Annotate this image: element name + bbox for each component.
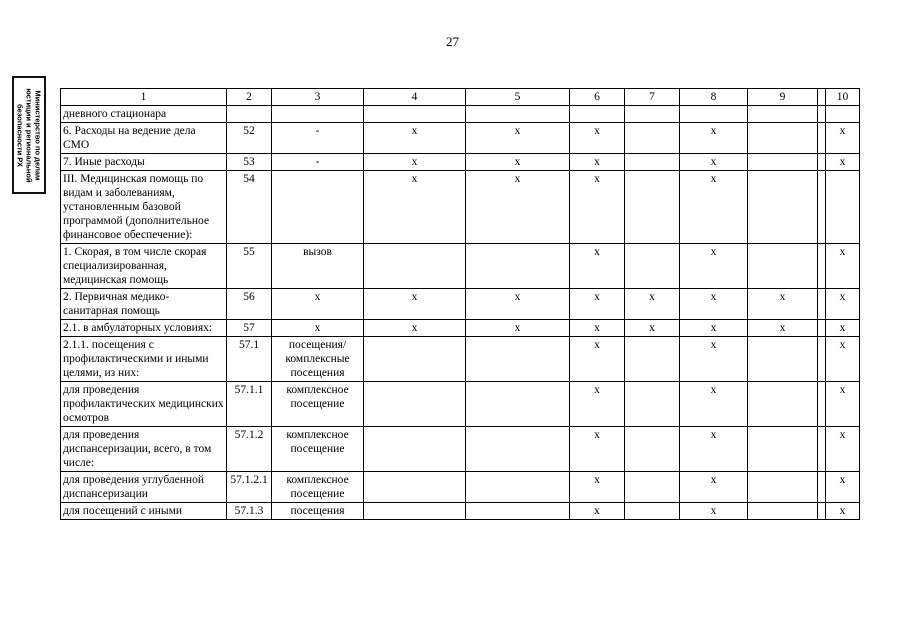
column-header: 9 [748,89,818,106]
col4-cell [364,337,466,382]
row-code-cell: 52 [227,123,272,154]
table-row [61,171,860,244]
column-header: 5 [466,89,570,106]
row-unit-cell: комплексное посещение [272,427,364,472]
col5-cell [466,244,570,289]
col9-cell: x [748,320,818,337]
col5-cell [466,382,570,427]
col9-cell [748,382,818,427]
stamp-line: юстиции и региональной [24,87,34,183]
row-unit-cell: x [272,289,364,320]
row-name-cell: 7. Иные расходы [61,154,227,171]
column-gap [818,337,826,382]
column-gap [818,289,826,320]
stamp-line: безопасности РХ [15,103,25,167]
column-header: 1 [61,89,227,106]
table-row [61,106,860,123]
col8-cell: x [680,154,748,171]
row-unit-cell: комплексное посещение [272,472,364,503]
row-code-cell: 57 [227,320,272,337]
row-name-cell: для посещений с иными [61,503,227,520]
col5-cell: x [466,171,570,244]
col8-cell [680,106,748,123]
table-row [61,382,860,427]
column-gap [818,382,826,427]
table-row [61,289,860,320]
row-unit-cell [272,106,364,123]
col7-cell [625,472,680,503]
table-header-row [61,89,860,106]
col6-cell: x [570,289,625,320]
row-code-cell [227,106,272,123]
col10-cell: x [826,472,860,503]
row-code-cell: 54 [227,171,272,244]
col7-cell [625,427,680,472]
row-name-cell: для проведения углубленной диспансеризации [61,472,227,503]
row-code-cell: 56 [227,289,272,320]
table-row [61,503,860,520]
row-code-cell: 57.1.1 [227,382,272,427]
row-name-cell: для проведения диспансеризации, всего, в том числе: [61,427,227,472]
col9-cell [748,171,818,244]
col5-cell: x [466,123,570,154]
col6-cell: x [570,123,625,154]
col4-cell: x [364,289,466,320]
col10-cell: x [826,244,860,289]
column-gap [818,427,826,472]
col9-cell [748,244,818,289]
col5-cell [466,503,570,520]
col5-cell [466,106,570,123]
col8-cell: x [680,244,748,289]
column-gap [818,154,826,171]
col9-cell: x [748,289,818,320]
column-gap [818,89,826,106]
column-header: 4 [364,89,466,106]
col8-cell: x [680,382,748,427]
col10-cell: x [826,154,860,171]
col7-cell [625,337,680,382]
col4-cell: x [364,320,466,337]
column-header: 10 [826,89,860,106]
col4-cell: x [364,171,466,244]
col6-cell [570,106,625,123]
col8-cell: x [680,337,748,382]
registration-stamp [12,76,46,194]
column-gap [818,244,826,289]
table-row [61,427,860,472]
table-row [61,337,860,382]
row-name-cell: дневного стационара [61,106,227,123]
col7-cell [625,244,680,289]
col7-cell [625,171,680,244]
row-name-cell: 2.1.1. посещения с профилактическими и иными целями, из них: [61,337,227,382]
col4-cell [364,106,466,123]
col5-cell [466,427,570,472]
col8-cell: x [680,472,748,503]
column-gap [818,503,826,520]
row-unit-cell: - [272,154,364,171]
col9-cell [748,106,818,123]
col7-cell: x [625,320,680,337]
col7-cell: x [625,289,680,320]
stamp-text [16,88,43,182]
col4-cell: x [364,123,466,154]
col6-cell: x [570,171,625,244]
row-unit-cell: x [272,320,364,337]
row-name-cell: 2.1. в амбулаторных условиях: [61,320,227,337]
col7-cell [625,154,680,171]
col6-cell: x [570,472,625,503]
col4-cell [364,382,466,427]
col7-cell [625,382,680,427]
row-unit-cell [272,171,364,244]
col5-cell: x [466,320,570,337]
col10-cell: x [826,289,860,320]
column-header: 7 [625,89,680,106]
stamp-line: Министерство по делам [33,89,43,181]
col8-cell: x [680,123,748,154]
col10-cell: x [826,382,860,427]
row-code-cell: 57.1.2.1 [227,472,272,503]
col6-cell: x [570,503,625,520]
row-code-cell: 57.1.2 [227,427,272,472]
col9-cell [748,123,818,154]
col4-cell [364,503,466,520]
row-code-cell: 55 [227,244,272,289]
col4-cell: x [364,154,466,171]
col10-cell: x [826,427,860,472]
col9-cell [748,503,818,520]
col10-cell [826,171,860,244]
column-gap [818,123,826,154]
page-number: 27 [446,34,459,49]
row-unit-cell: комплексное посещение [272,382,364,427]
col5-cell: x [466,154,570,171]
col8-cell: x [680,289,748,320]
row-code-cell: 57.1 [227,337,272,382]
row-name-cell: 6. Расходы на ведение дела СМО [61,123,227,154]
table-row [61,244,860,289]
col10-cell: x [826,320,860,337]
row-unit-cell: - [272,123,364,154]
col8-cell: x [680,171,748,244]
col4-cell [364,472,466,503]
col6-cell: x [570,320,625,337]
col6-cell: x [570,427,625,472]
table-row [61,472,860,503]
row-code-cell: 53 [227,154,272,171]
table-row [61,154,860,171]
row-name-cell: 1. Скорая, в том числе скорая специализированная, медицинская помощь [61,244,227,289]
row-name-cell: 2. Первичная медико-санитарная помощь [61,289,227,320]
row-name-cell: III. Медицинская помощь по видам и заболеваниям, установленным базовой программой (дополнительное финансовое обеспечение): [61,171,227,244]
col4-cell [364,427,466,472]
col6-cell: x [570,154,625,171]
col6-cell: x [570,337,625,382]
column-gap [818,320,826,337]
col9-cell [748,472,818,503]
table-body [61,106,860,520]
col5-cell: x [466,289,570,320]
col8-cell: x [680,320,748,337]
col10-cell: x [826,503,860,520]
col7-cell [625,106,680,123]
data-table [60,88,860,520]
row-unit-cell: вызов [272,244,364,289]
table-row [61,320,860,337]
row-unit-cell: посещения [272,503,364,520]
col8-cell: x [680,427,748,472]
col8-cell: x [680,503,748,520]
column-header: 6 [570,89,625,106]
col9-cell [748,154,818,171]
column-gap [818,171,826,244]
col10-cell [826,106,860,123]
column-header: 8 [680,89,748,106]
table-row [61,123,860,154]
col5-cell [466,337,570,382]
col6-cell: x [570,382,625,427]
col9-cell [748,427,818,472]
col10-cell: x [826,337,860,382]
column-header: 3 [272,89,364,106]
column-gap [818,106,826,123]
col9-cell [748,337,818,382]
column-gap [818,472,826,503]
col4-cell [364,244,466,289]
col5-cell [466,472,570,503]
row-code-cell: 57.1.3 [227,503,272,520]
row-unit-cell: посещения/ комплексные посещения [272,337,364,382]
col7-cell [625,123,680,154]
column-header: 2 [227,89,272,106]
col10-cell: x [826,123,860,154]
row-name-cell: для проведения профилактических медицинских осмотров [61,382,227,427]
col6-cell: x [570,244,625,289]
col7-cell [625,503,680,520]
